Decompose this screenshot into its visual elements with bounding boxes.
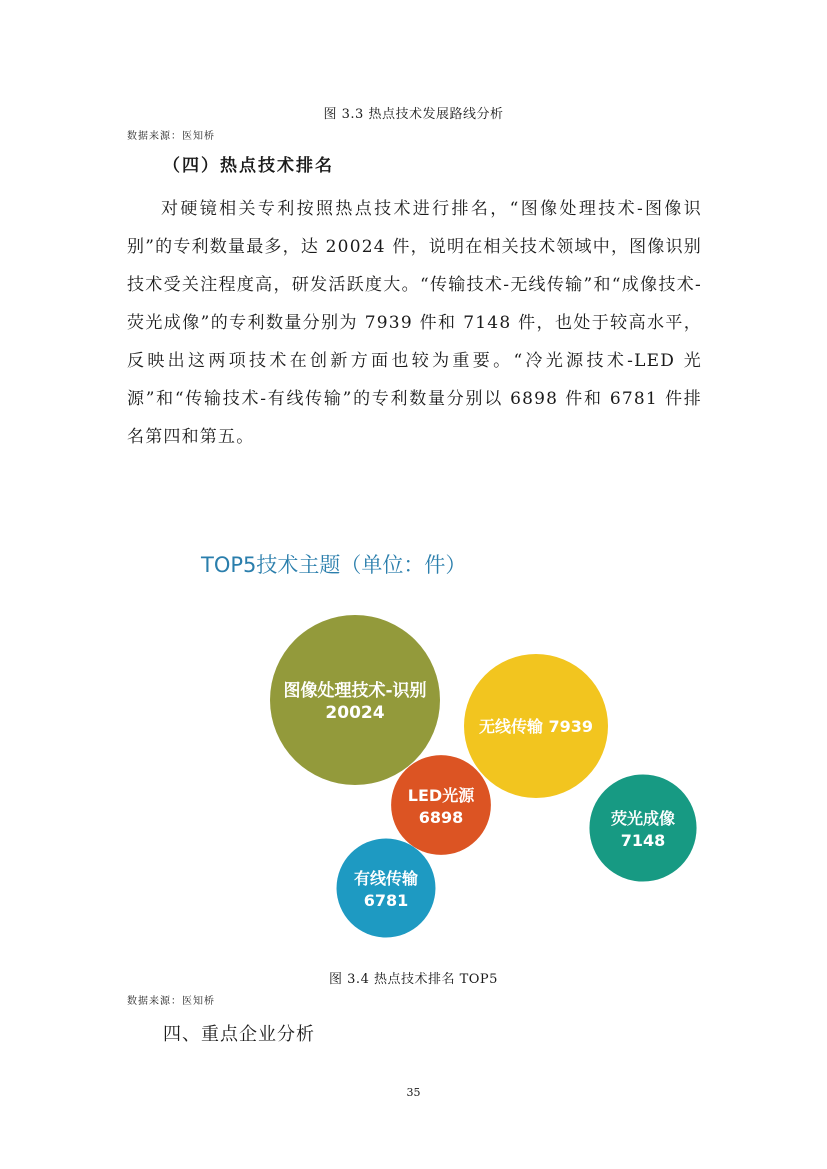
bubble-fluorescence-imaging-label: 荧光成像 — [610, 809, 676, 828]
bubble-led-light-source-circle — [391, 755, 491, 855]
bubble-led-light-source-value: 6898 — [418, 808, 464, 827]
bubble-image-recognition — [270, 615, 440, 785]
bubble-fluorescence-imaging-value: 7148 — [620, 831, 666, 850]
bubble-wireless-transmission-label: 无线传输 7939 — [478, 717, 594, 736]
bubble-wireless-transmission — [464, 654, 608, 798]
figure-3-3-caption: 图 3.3 热点技术发展路线分析 — [323, 107, 504, 122]
bubble-wired-transmission-value: 6781 — [363, 891, 409, 910]
chart-title: TOP5技术主题（单位：件） — [201, 553, 467, 577]
figure-3-4-source: 数据来源：医知桥 — [127, 996, 215, 1007]
figure-3-4-caption: 图 3.4 热点技术排名 TOP5 — [329, 972, 498, 987]
bubble-fluorescence-imaging — [589, 774, 696, 881]
bubble-image-recognition-value: 20024 — [325, 703, 385, 723]
body-paragraph-block — [127, 190, 702, 456]
next-section-heading: 四、重点企业分析 — [163, 1024, 315, 1045]
bubble-fluorescence-imaging-circle — [589, 774, 696, 881]
section-title: （四）热点技术排名 — [163, 156, 334, 176]
page-number: 35 — [406, 1086, 421, 1099]
bubble-wired-transmission-circle — [337, 839, 436, 938]
bubble-led-light-source-label: LED光源 — [407, 786, 475, 805]
bubble-image-recognition-label: 图像处理技术-识别 — [283, 681, 427, 701]
bubble-wired-transmission — [337, 839, 436, 938]
figure-3-3-source: 数据来源：医知桥 — [127, 131, 215, 142]
bubble-wired-transmission-label: 有线传输 — [353, 869, 419, 888]
bubble-led-light-source — [391, 755, 491, 855]
top5-bubble-chart — [180, 540, 740, 960]
body-paragraph: 对硬镜相关专利按照热点技术进行排名，“图像处理技术-图像识别”的专利数量最多，达 20024 件，说明在相关技术领域中，图像识别技术受关注程度高，研发活跃度大。“传输技术-无线传输”和“成像技术-荧光成像”的专利数量分别为 7939 件和 7148 件，也处于较高水平，反映出这两项技术在创新方面也较为重要。“冷光源技术-LED 光源”和“传输技术-有线传输”的专利数量分别以 6898 件和 6781 件排名第四和第五。 — [127, 199, 702, 447]
